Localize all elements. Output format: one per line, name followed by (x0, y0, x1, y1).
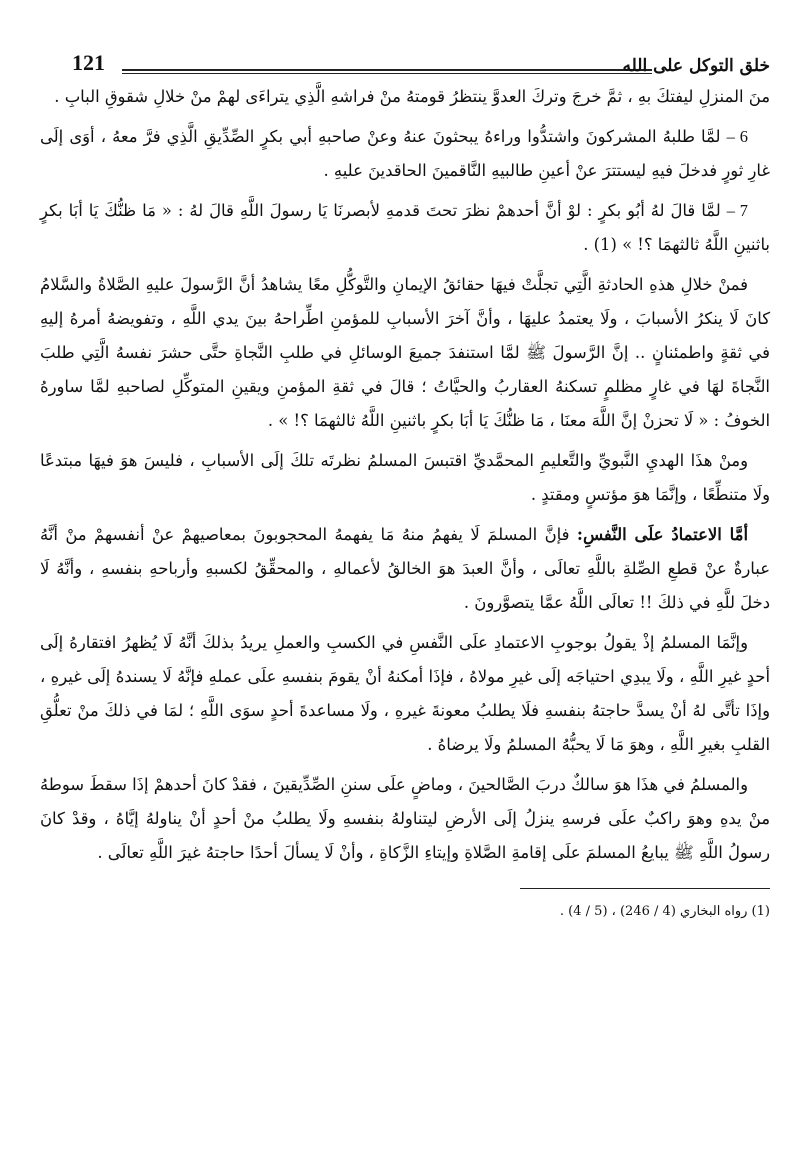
section-lead: أمَّا الاعتمادُ علَى النَّفسِ: (576, 525, 748, 544)
item-number: 7 – (726, 201, 748, 220)
header-rule (122, 69, 652, 74)
book-page (40, 22, 770, 935)
item-text: لمَّا طلبهُ المشركونَ واشتدُّوا وراءهُ يبحثونَ عنهُ وعنْ صاحبهِ أبي بكرٍ الصِّدِّيقِ الَّذِي فرَّ معهُ ، أوَى إلَى غارِ ثورٍ فدخلَ فيهِ ليستترَ عنْ أعينِ طالبيهِ النَّاقمينَ الحاقدينَ عليهِ . (40, 127, 770, 180)
footnote: (1) رواه البخاري (4 / 246) ، (5 / 4) . (559, 904, 770, 919)
list-item-7 (40, 194, 770, 262)
paragraph (40, 518, 770, 620)
page-header (40, 22, 770, 76)
item-text: لمَّا قالَ لهُ أبُو بكرٍ : لوْ أنَّ أحدهمْ نظرَ تحتَ قدمهِ لأبصرنَا يَا رسولَ اللَّهِ قالَ لهُ : « مَا ظنُّكَ يَا أبَا بكرٍ باثنينِ اللَّهُ ثالثهمَا ؟! » (1) . (40, 201, 770, 254)
running-title: خلق التوكل على الله (622, 56, 770, 76)
item-number: 6 – (726, 127, 748, 146)
page-body (40, 80, 770, 870)
list-item-6 (40, 120, 770, 188)
paragraph-text: فإنَّ المسلمَ لَا يفهمُ منهُ مَا يفهمهُ المحجوبونَ بمعاصيهمْ عنْ أنفسهمْ منْ أنَّهُ عبارةٌ عنْ قطعِ الصِّلةِ باللَّهِ تعالَى ، وأنَّ العبدَ هوَ الخالقُ لأعمالهِ ، والمحقِّقُ لكسبهِ وأرباحهِ بنفسهِ ، وأنَّهُ لَا دخلَ للَّهِ في ذلكَ !! تعالَى اللَّهُ عمَّا يتصوَّرونَ . (40, 525, 770, 612)
paragraph: والمسلمُ في هذَا هوَ سالكٌ دربَ الصَّالحينَ ، وماضٍ علَى سننِ الصِّدِّيقينَ ، فقدْ كانَ أحدهمْ إذَا سقطَ سوطهُ منْ يدهِ وهوَ راكبٌ علَى فرسهِ ينزلُ إلَى الأرضِ ليتناولهُ بنفسهِ ولَا يطلبُ منْ أحدٍ أنْ يناولهُ إيَّاهُ ، وقدْ كانَ رسولُ اللَّهِ ﷺ يبايعُ المسلمَ علَى إقامةِ الصَّلاةِ وإيتاءِ الزَّكاةِ ، وأنْ لَا يسألَ أحدًا حاجتهُ غيرَ اللَّهِ تعالَى . (40, 775, 770, 862)
paragraph: فمنْ خلالِ هذهِ الحادثةِ الَّتِي تجلَّتْ فيهَا حقائقُ الإيمانِ والتَّوكُّلِ معًا يشاهدُ أنَّ الرَّسولَ عليهِ الصَّلاةُ والسَّلامُ كانَ لَا ينكرُ الأسبابَ ، ولَا يعتمدُ عليهَا ، وأنَّ آخرَ الأسبابِ للمؤمنِ اطِّراحهُ بينَ يدي اللَّهِ ، وتفويضهُ أمرهُ إليهِ في ثقةٍ واطمئنانٍ .. إنَّ الرَّسولَ ﷺ لمَّا استنفدَ جميعَ الوسائلِ في طلبِ النَّجاةِ حتَّى حشرَ نفسهُ الَّتِي طلبَ النَّجاةَ لهَا في غارٍ مظلمٍ تسكنهُ العقاربُ والحيَّاتُ ؛ قالَ في ثقةِ المؤمنِ ويقينِ المتوكِّلِ لصاحبهِ لمَّا ساورهُ الخوفُ : « لَا تحزنْ إنَّ اللَّهَ معنَا ، مَا ظنُّكَ يَا أبَا بكرٍ باثنينِ اللَّهُ ثالثهمَا ؟! » . (40, 275, 770, 430)
paragraph: وإنَّمَا المسلمُ إذْ يقولُ بوجوبِ الاعتمادِ علَى النَّفسِ في الكسبِ والعملِ يريدُ بذلكَ أنَّهُ لَا يُظهرُ افتقارهُ إلَى أحدٍ غيرِ اللَّهِ ، ولَا يبدِي احتياجَه إلَى غيرِ مولاهُ ، فإذَا أمكنهُ أنْ يقومَ بنفسهِ علَى عملهِ فإنَّهُ لَا يسندهُ إلَى غيرهِ ، وإذَا تأتَّى لهُ أنْ يسدَّ حاجتهُ بنفسهِ فلَا يطلبُ معونةَ غيرهِ ، ولَا مساعدةَ أحدٍ سوَى اللَّهِ ؛ لمَا في ذلكَ منْ تعلُّقِ القلبِ بغيرِ اللَّهِ ، وهوَ مَا لَا يحبُّهُ المسلمُ ولَا يرضاهُ . (40, 633, 770, 754)
paragraph-continuation: منَ المنزلِ ليفتكَ بهِ ، ثمَّ خرجَ وتركَ العدوَّ ينتظرُ قومتهُ منْ فراشهِ الَّذِي يتراءَى لهمْ منْ خلالِ شقوقِ البابِ . (54, 87, 770, 106)
footnote-divider (520, 888, 770, 889)
page-number: 121 (72, 50, 105, 75)
paragraph: ومنْ هذَا الهديِ النَّبويِّ والتَّعليمِ المحمَّديِّ اقتبسَ المسلمُ نظرتَه تلكَ إلَى الأسبابِ ، فليسَ هوَ فيهَا مبتدعًا ولَا متنطِّعًا ، وإنَّمَا هوَ مؤتسٍ ومقتدٍ . (40, 451, 770, 504)
